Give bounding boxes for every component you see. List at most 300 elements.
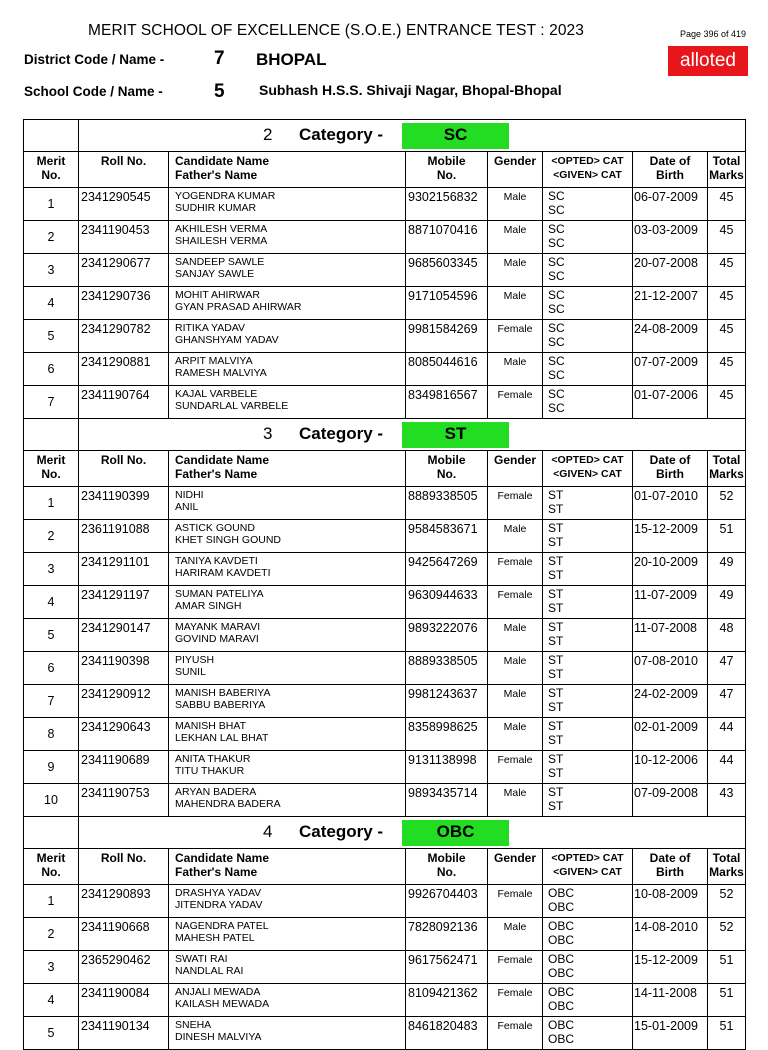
- total-marks: 45: [708, 320, 746, 353]
- category-values: [543, 188, 633, 221]
- status-badge: alloted: [668, 46, 748, 76]
- category-spacer: [24, 120, 79, 152]
- district-label: District Code / Name -: [24, 52, 165, 67]
- category-values: [543, 520, 633, 553]
- column-header-row: [24, 849, 746, 885]
- column-header-marks: [708, 152, 746, 188]
- category-cell: [79, 817, 746, 849]
- column-header-line: Birth: [656, 168, 684, 182]
- table-row: [24, 885, 746, 918]
- table-row: [24, 520, 746, 553]
- column-header-row: [24, 152, 746, 188]
- gender: Male: [488, 685, 543, 718]
- roll-number: 2341290677: [79, 254, 169, 287]
- candidate-name: ARPIT MALVIYA: [175, 355, 253, 367]
- opted-category: SC: [548, 321, 565, 335]
- column-header-line: No.: [436, 865, 457, 879]
- total-marks: 52: [708, 885, 746, 918]
- table-row: [24, 188, 746, 221]
- total-marks: 47: [708, 652, 746, 685]
- candidate-name: KAJAL VARBELE: [175, 388, 258, 400]
- date-of-birth: 10-12-2006: [633, 751, 708, 784]
- category-values: [543, 784, 633, 817]
- date-of-birth: 20-10-2009: [633, 553, 708, 586]
- given-category: SC: [548, 302, 565, 316]
- roll-number: 2361191088: [79, 520, 169, 553]
- opted-category: ST: [548, 554, 564, 568]
- column-header-line: Father's Name: [175, 467, 258, 481]
- mobile-number: 9981584269: [406, 320, 488, 353]
- total-marks: 51: [708, 951, 746, 984]
- category-number: 4: [263, 822, 273, 841]
- category-values: [543, 320, 633, 353]
- date-of-birth: 15-12-2009: [633, 520, 708, 553]
- father-name: SUDHIR KUMAR: [175, 202, 257, 214]
- gender: Male: [488, 353, 543, 386]
- column-header-line: Total: [712, 154, 741, 168]
- mobile-number: 8889338505: [406, 652, 488, 685]
- merit-table-body: [24, 120, 746, 1050]
- opted-category: ST: [548, 719, 564, 733]
- total-marks: 44: [708, 718, 746, 751]
- column-header-line: No.: [41, 865, 61, 879]
- mobile-number: 8349816567: [406, 386, 488, 419]
- column-header-mobile: [406, 849, 488, 885]
- roll-number: 2341290893: [79, 885, 169, 918]
- mobile-number: 9617562471: [406, 951, 488, 984]
- opted-category: SC: [548, 288, 565, 302]
- gender: Male: [488, 718, 543, 751]
- gender: Male: [488, 221, 543, 254]
- column-header-marks: [708, 451, 746, 487]
- column-header-line: <OPTED> CAT: [551, 454, 624, 466]
- candidate-name: ASTICK GOUND: [175, 522, 255, 534]
- candidate-name: SNEHA: [175, 1019, 212, 1031]
- column-header-mobile: [406, 152, 488, 188]
- gender: Female: [488, 1017, 543, 1050]
- table-row: [24, 287, 746, 320]
- total-marks: 52: [708, 487, 746, 520]
- column-header-roll: Roll No.: [79, 152, 169, 188]
- date-of-birth: 14-08-2010: [633, 918, 708, 951]
- date-of-birth: 11-07-2008: [633, 619, 708, 652]
- candidate-name: SUMAN PATELIYA: [175, 588, 264, 600]
- candidate-name: MANISH BABERIYA: [175, 687, 271, 699]
- category-values: [543, 254, 633, 287]
- mobile-number: 9926704403: [406, 885, 488, 918]
- date-of-birth: 01-07-2006: [633, 386, 708, 419]
- candidate-names: [169, 885, 406, 918]
- category-values: [543, 553, 633, 586]
- father-name: MAHENDRA BADERA: [175, 798, 281, 810]
- opted-category: SC: [548, 222, 565, 236]
- date-of-birth: 07-08-2010: [633, 652, 708, 685]
- merit-table: [23, 119, 746, 1050]
- given-category: OBC: [548, 900, 575, 914]
- father-name: DINESH MALVIYA: [175, 1031, 262, 1043]
- merit-number: 4: [24, 984, 79, 1017]
- column-header-dob: [633, 451, 708, 487]
- column-header-line: Birth: [656, 865, 684, 879]
- column-header-dob: [633, 152, 708, 188]
- total-marks: 45: [708, 254, 746, 287]
- candidate-name: RITIKA YADAV: [175, 322, 246, 334]
- candidate-name: ANITA THAKUR: [175, 753, 251, 765]
- table-row: [24, 254, 746, 287]
- category-spacer: [24, 817, 79, 849]
- roll-number: 2341290545: [79, 188, 169, 221]
- candidate-names: [169, 718, 406, 751]
- column-header-name: [169, 152, 406, 188]
- category-values: [543, 586, 633, 619]
- gender: Male: [488, 784, 543, 817]
- date-of-birth: 15-01-2009: [633, 1017, 708, 1050]
- table-row: [24, 586, 746, 619]
- roll-number: 2341190453: [79, 221, 169, 254]
- opted-category: OBC: [548, 952, 575, 966]
- merit-number: 1: [24, 487, 79, 520]
- column-header-line: Marks: [709, 168, 744, 182]
- category-values: [543, 221, 633, 254]
- candidate-names: [169, 586, 406, 619]
- column-header-line: Total: [712, 851, 741, 865]
- category-name: ST: [402, 422, 509, 448]
- category-values: [543, 885, 633, 918]
- category-row: [24, 817, 746, 849]
- column-header-gender: Gender: [488, 849, 543, 885]
- roll-number: 2341290782: [79, 320, 169, 353]
- merit-number: 1: [24, 885, 79, 918]
- roll-number: 2365290462: [79, 951, 169, 984]
- opted-category: ST: [548, 686, 564, 700]
- given-category: ST: [548, 799, 564, 813]
- gender: Female: [488, 386, 543, 419]
- date-of-birth: 24-02-2009: [633, 685, 708, 718]
- opted-category: ST: [548, 785, 564, 799]
- total-marks: 44: [708, 751, 746, 784]
- merit-number: 1: [24, 188, 79, 221]
- candidate-names: [169, 254, 406, 287]
- merit-number: 2: [24, 221, 79, 254]
- column-header-line: Candidate Name: [175, 851, 270, 865]
- column-header-line: Father's Name: [175, 865, 258, 879]
- roll-number: 2341290736: [79, 287, 169, 320]
- mobile-number: 9685603345: [406, 254, 488, 287]
- roll-number: 2341290643: [79, 718, 169, 751]
- column-header-line: Mobile: [427, 453, 466, 467]
- column-header-line: Date of: [649, 851, 691, 865]
- merit-number: 3: [24, 553, 79, 586]
- candidate-names: [169, 320, 406, 353]
- candidate-name: AKHILESH VERMA: [175, 223, 268, 235]
- column-header-line: Merit: [36, 851, 66, 865]
- given-category: SC: [548, 368, 565, 382]
- gender: Female: [488, 951, 543, 984]
- candidate-names: [169, 553, 406, 586]
- district-code: 7: [214, 48, 225, 69]
- mobile-number: 8085044616: [406, 353, 488, 386]
- category-values: [543, 951, 633, 984]
- total-marks: 48: [708, 619, 746, 652]
- candidate-name: ARYAN BADERA: [175, 786, 257, 798]
- column-header-line: No.: [436, 467, 457, 481]
- total-marks: 51: [708, 1017, 746, 1050]
- school-code: 5: [214, 81, 225, 102]
- column-header-gender: Gender: [488, 152, 543, 188]
- column-header-line: <OPTED> CAT: [551, 155, 624, 167]
- merit-number: 9: [24, 751, 79, 784]
- date-of-birth: 14-11-2008: [633, 984, 708, 1017]
- merit-number: 8: [24, 718, 79, 751]
- column-header-line: No.: [436, 168, 457, 182]
- father-name: KAILASH MEWADA: [175, 998, 270, 1010]
- date-of-birth: 10-08-2009: [633, 885, 708, 918]
- category-spacer: [24, 419, 79, 451]
- roll-number: 2341190399: [79, 487, 169, 520]
- father-name: NANDLAL RAI: [175, 965, 244, 977]
- candidate-names: [169, 685, 406, 718]
- column-header-line: Merit: [36, 453, 66, 467]
- column-header-line: No.: [41, 168, 61, 182]
- column-header-line: <GIVEN> CAT: [553, 169, 622, 181]
- table-row: [24, 685, 746, 718]
- column-header-roll: Roll No.: [79, 849, 169, 885]
- father-name: SHAILESH VERMA: [175, 235, 268, 247]
- category-row: [24, 419, 746, 451]
- total-marks: 49: [708, 553, 746, 586]
- merit-number: 6: [24, 353, 79, 386]
- document-title: MERIT SCHOOL OF EXCELLENCE (S.O.E.) ENTRANCE TEST : 2023: [88, 22, 584, 39]
- column-header-line: Candidate Name: [175, 154, 270, 168]
- father-name: ANIL: [175, 501, 199, 513]
- given-category: SC: [548, 236, 565, 250]
- mobile-number: 9893222076: [406, 619, 488, 652]
- given-category: OBC: [548, 933, 575, 947]
- total-marks: 45: [708, 287, 746, 320]
- gender: Female: [488, 751, 543, 784]
- roll-number: 2341291197: [79, 586, 169, 619]
- date-of-birth: 01-07-2010: [633, 487, 708, 520]
- roll-number: 2341290147: [79, 619, 169, 652]
- merit-number: 3: [24, 254, 79, 287]
- mobile-number: 8109421362: [406, 984, 488, 1017]
- father-name: KHET SINGH GOUND: [175, 534, 281, 546]
- mobile-number: 8358998625: [406, 718, 488, 751]
- given-category: ST: [548, 667, 564, 681]
- gender: Male: [488, 520, 543, 553]
- table-row: [24, 751, 746, 784]
- roll-number: 2341291101: [79, 553, 169, 586]
- given-category: SC: [548, 203, 565, 217]
- gender: Male: [488, 918, 543, 951]
- table-row: [24, 320, 746, 353]
- given-category: OBC: [548, 1032, 575, 1046]
- candidate-name: NIDHI: [175, 489, 204, 501]
- father-name: MAHESH PATEL: [175, 932, 255, 944]
- date-of-birth: 02-01-2009: [633, 718, 708, 751]
- mobile-number: 9171054596: [406, 287, 488, 320]
- category-values: [543, 386, 633, 419]
- given-category: SC: [548, 335, 565, 349]
- gender: Male: [488, 652, 543, 685]
- category-values: [543, 751, 633, 784]
- merit-number: 7: [24, 685, 79, 718]
- merit-number: 5: [24, 320, 79, 353]
- father-name: SANJAY SAWLE: [175, 268, 255, 280]
- date-of-birth: 03-03-2009: [633, 221, 708, 254]
- candidate-names: [169, 652, 406, 685]
- candidate-names: [169, 386, 406, 419]
- merit-number: 2: [24, 918, 79, 951]
- gender: Female: [488, 487, 543, 520]
- column-header-dob: [633, 849, 708, 885]
- father-name: SUNIL: [175, 666, 206, 678]
- table-row: [24, 984, 746, 1017]
- given-category: ST: [548, 601, 564, 615]
- candidate-name: NAGENDRA PATEL: [175, 920, 269, 932]
- given-category: ST: [548, 502, 564, 516]
- date-of-birth: 20-07-2008: [633, 254, 708, 287]
- candidate-names: [169, 1017, 406, 1050]
- candidate-name: SWATI RAI: [175, 953, 228, 965]
- merit-number: 4: [24, 586, 79, 619]
- opted-category: ST: [548, 488, 564, 502]
- column-header-line: Date of: [649, 154, 691, 168]
- merit-number: 7: [24, 386, 79, 419]
- column-header-cat: [543, 451, 633, 487]
- column-header-line: Merit: [36, 154, 66, 168]
- column-header-cat: [543, 152, 633, 188]
- table-row: [24, 619, 746, 652]
- category-cell: [79, 120, 746, 152]
- father-name: GOVIND MARAVI: [175, 633, 259, 645]
- table-row: [24, 918, 746, 951]
- date-of-birth: 21-12-2007: [633, 287, 708, 320]
- merit-number: 5: [24, 1017, 79, 1050]
- given-category: SC: [548, 269, 565, 283]
- total-marks: 47: [708, 685, 746, 718]
- column-header-name: [169, 849, 406, 885]
- father-name: SABBU BABERIYA: [175, 699, 266, 711]
- column-header-mobile: [406, 451, 488, 487]
- total-marks: 49: [708, 586, 746, 619]
- given-category: SC: [548, 401, 565, 415]
- column-header-line: No.: [41, 467, 61, 481]
- father-name: SUNDARLAL VARBELE: [175, 400, 289, 412]
- gender: Male: [488, 254, 543, 287]
- date-of-birth: 11-07-2009: [633, 586, 708, 619]
- mobile-number: 9981243637: [406, 685, 488, 718]
- gender: Male: [488, 619, 543, 652]
- table-row: [24, 652, 746, 685]
- column-header-line: Total: [712, 453, 741, 467]
- father-name: TITU THAKUR: [175, 765, 245, 777]
- mobile-number: 9302156832: [406, 188, 488, 221]
- given-category: ST: [548, 568, 564, 582]
- father-name: JITENDRA YADAV: [175, 899, 263, 911]
- school-label: School Code / Name -: [24, 84, 163, 99]
- column-header-line: Mobile: [427, 851, 466, 865]
- column-header-name: [169, 451, 406, 487]
- candidate-names: [169, 487, 406, 520]
- gender: Female: [488, 885, 543, 918]
- candidate-name: MAYANK MARAVI: [175, 621, 261, 633]
- candidate-names: [169, 188, 406, 221]
- gender: Male: [488, 287, 543, 320]
- mobile-number: 7828092136: [406, 918, 488, 951]
- roll-number: 2341190134: [79, 1017, 169, 1050]
- opted-category: SC: [548, 189, 565, 203]
- column-header-roll: Roll No.: [79, 451, 169, 487]
- total-marks: 45: [708, 188, 746, 221]
- column-header-line: <OPTED> CAT: [551, 852, 624, 864]
- category-values: [543, 487, 633, 520]
- table-row: [24, 386, 746, 419]
- date-of-birth: 15-12-2009: [633, 951, 708, 984]
- category-values: [543, 685, 633, 718]
- candidate-name: PIYUSH: [175, 654, 215, 666]
- district-name: BHOPAL: [256, 50, 327, 69]
- column-header-line: Candidate Name: [175, 453, 270, 467]
- category-values: [543, 353, 633, 386]
- candidate-names: [169, 520, 406, 553]
- category-name: SC: [402, 123, 509, 149]
- father-name: GYAN PRASAD AHIRWAR: [175, 301, 302, 313]
- column-header-line: Date of: [649, 453, 691, 467]
- candidate-names: [169, 287, 406, 320]
- category-values: [543, 1017, 633, 1050]
- candidate-names: [169, 751, 406, 784]
- page-number: Page 396 of 419: [680, 29, 747, 39]
- opted-category: SC: [548, 387, 565, 401]
- column-header-line: <GIVEN> CAT: [553, 468, 622, 480]
- date-of-birth: 24-08-2009: [633, 320, 708, 353]
- total-marks: 52: [708, 918, 746, 951]
- opted-category: OBC: [548, 985, 575, 999]
- category-number: 2: [263, 125, 273, 144]
- school-name: Subhash H.S.S. Shivaji Nagar, Bhopal-Bhopal: [259, 82, 562, 98]
- gender: Female: [488, 586, 543, 619]
- candidate-names: [169, 918, 406, 951]
- given-category: OBC: [548, 966, 575, 980]
- total-marks: 45: [708, 386, 746, 419]
- father-name: HARIRAM KAVDETI: [175, 567, 271, 579]
- total-marks: 51: [708, 520, 746, 553]
- table-row: [24, 951, 746, 984]
- column-header-merit: [24, 152, 79, 188]
- category-values: [543, 287, 633, 320]
- opted-category: ST: [548, 521, 564, 535]
- total-marks: 51: [708, 984, 746, 1017]
- roll-number: 2341190084: [79, 984, 169, 1017]
- opted-category: ST: [548, 620, 564, 634]
- candidate-name: ANJALI MEWADA: [175, 986, 261, 998]
- column-header-line: Marks: [709, 865, 744, 879]
- father-name: RAMESH MALVIYA: [175, 367, 267, 379]
- table-row: [24, 784, 746, 817]
- date-of-birth: 06-07-2009: [633, 188, 708, 221]
- candidate-name: SANDEEP SAWLE: [175, 256, 265, 268]
- opted-category: OBC: [548, 919, 575, 933]
- opted-category: ST: [548, 653, 564, 667]
- column-header-line: Mobile: [427, 154, 466, 168]
- father-name: GHANSHYAM YADAV: [175, 334, 279, 346]
- mobile-number: 9630944633: [406, 586, 488, 619]
- mobile-number: 8871070416: [406, 221, 488, 254]
- mobile-number: 9425647269: [406, 553, 488, 586]
- candidate-name: MOHIT AHIRWAR: [175, 289, 260, 301]
- category-values: [543, 619, 633, 652]
